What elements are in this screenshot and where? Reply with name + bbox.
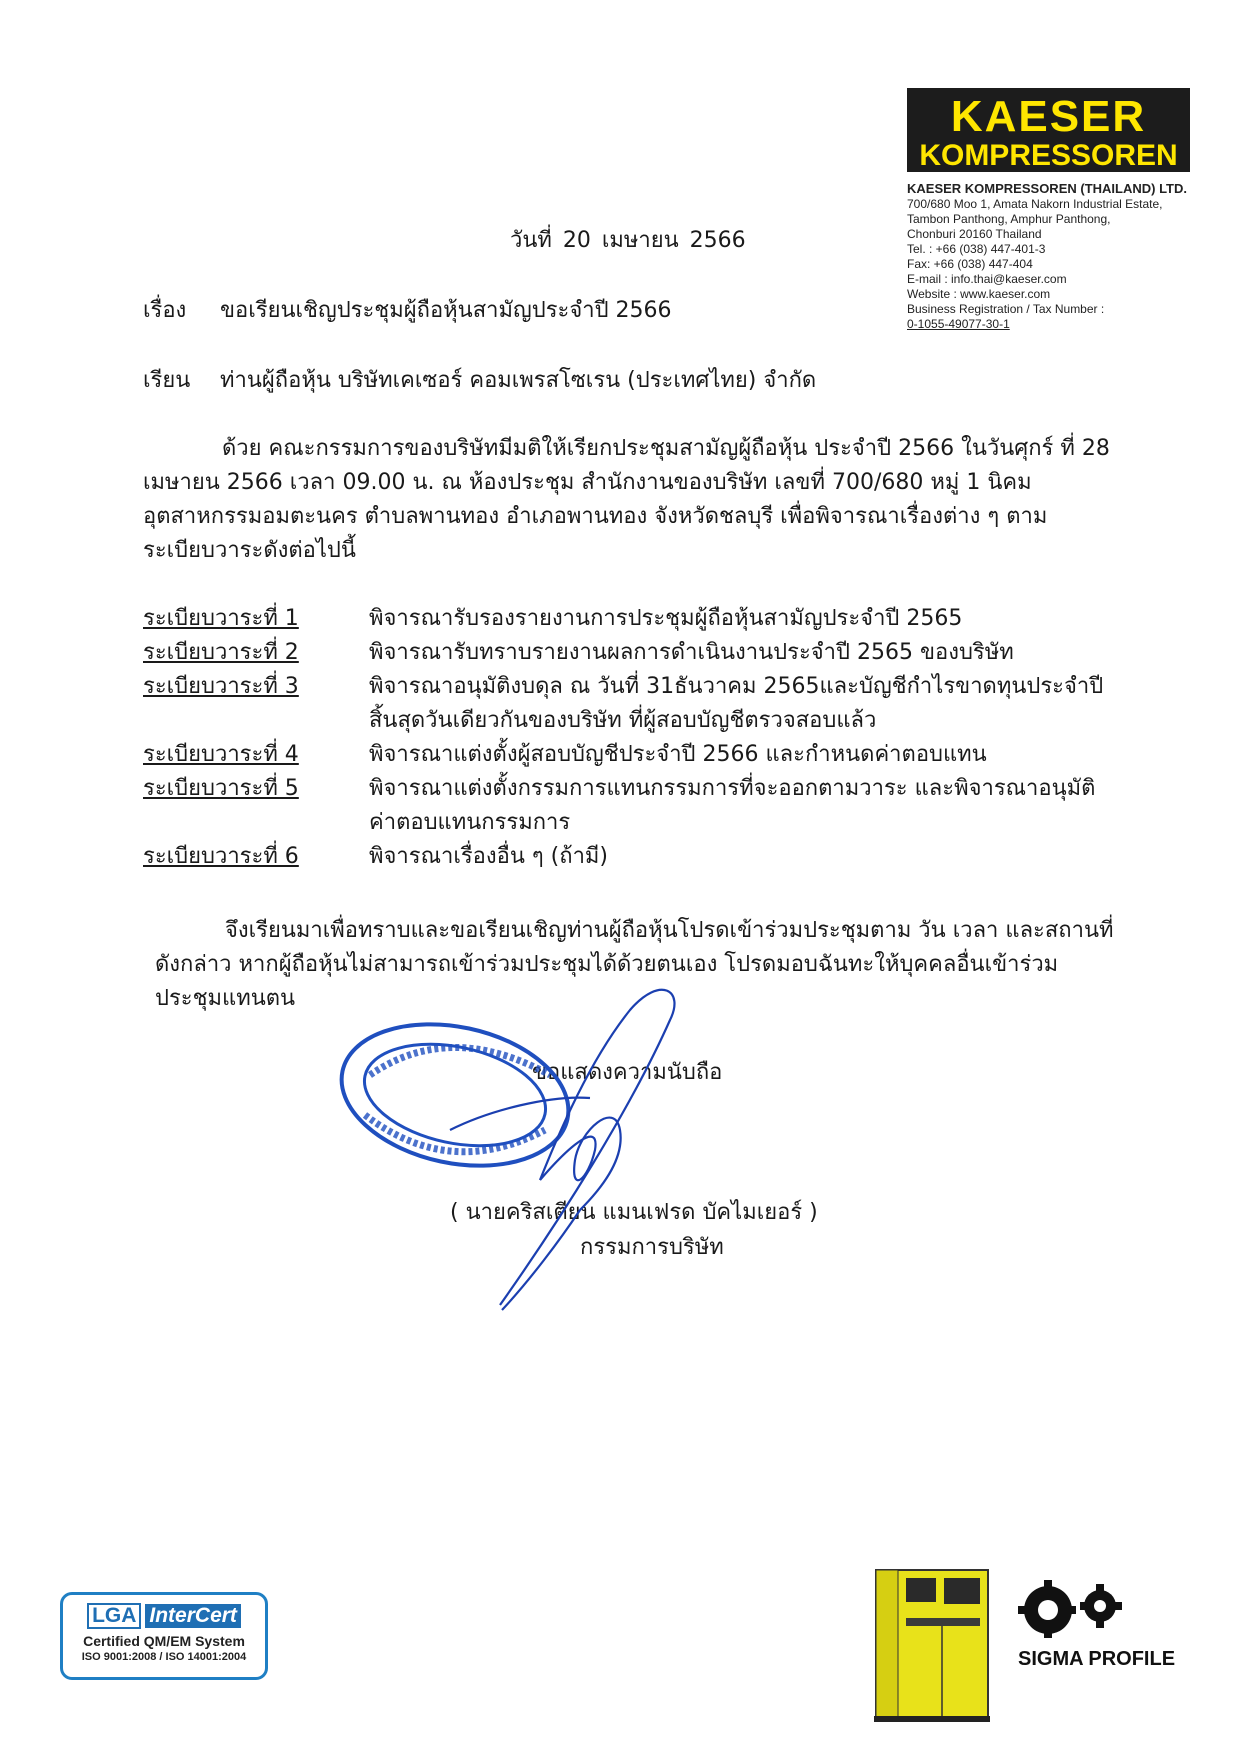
logo-subtitle: KOMPRESSOREN (919, 139, 1178, 172)
closing-salutation: ขอแสดงความนับถือ (532, 1060, 723, 1085)
agenda-item (143, 738, 1118, 772)
subject-text: ขอเรียนเชิญประชุมผู้ถือหุ้นสามัญประจำปี 2566 (220, 298, 672, 323)
agenda-item (143, 636, 1118, 670)
logo-wordmark: KAESER (950, 92, 1147, 141)
agenda-text: พิจารณาอนุมัติงบดุล ณ วันที่ 31ธันวาคม 2565และบัญชีกำไรขาดทุนประจำปี สิ้นสุดวันเดียวกันของบริษัท ที่ผู้สอบบัญชีตรวจสอบแล้ว (369, 674, 1104, 733)
kaeser-logo (907, 88, 1190, 172)
company-stamp (330, 980, 750, 1340)
tax-label: Business Registration / Tax Number : (907, 302, 1105, 316)
subject-label: เรื่อง (143, 298, 187, 323)
agenda-text: พิจารณาแต่งตั้งผู้สอบบัญชีประจำปี 2566 และกำหนดค่าตอบแทน (369, 742, 987, 767)
intro-paragraph: ด้วย คณะกรรมการของบริษัทมีมติให้เรียกประชุมสามัญผู้ถือหุ้น ประจำปี 2566 ในวันศุกร์ ที่ 28 เมษายน 2566 เวลา 09.00 น. ณ ห้องประชุม สำนักงานของบริษัท เลขที่ 700/680 หมู่ 1 นิคมอุตสาหกรรมอมตะนคร ตำบลพานทอง อำเภอพานทอง จังหวัดชลบุรี เพื่อพิจารณาเรื่องต่าง ๆ ตามระเบียบวาระดังต่อไปนี้ (143, 436, 1110, 563)
cert-title: Certified QM/EM System (83, 1633, 245, 1649)
signer-title: กรรมการบริษัท (580, 1235, 724, 1260)
agenda-item (143, 772, 1118, 840)
agenda-label: ระเบียบวาระที่ 1 (143, 606, 299, 631)
agenda-text: พิจารณาเรื่องอื่น ๆ (ถ้ามี) (369, 844, 609, 869)
website-line: Website : www.kaeser.com (907, 287, 1051, 301)
sigma-profile-label: SIGMA PROFILE (1018, 1648, 1176, 1670)
agenda-item (143, 602, 1118, 636)
compressor-product-image (870, 1562, 994, 1722)
agenda-text: พิจารณารับรองรายงานการประชุมผู้ถือหุ้นสามัญประจำปี 2565 (369, 606, 963, 631)
agenda-label: ระเบียบวาระที่ 3 (143, 674, 299, 699)
recipient-label: เรียน (143, 368, 191, 393)
signer-name: ( นายคริสเตียน แมนเฟรด บัคไมเยอร์ ) (450, 1200, 818, 1225)
address-line: 700/680 Moo 1, Amata Nakorn Industrial Estate, (907, 197, 1163, 211)
agenda-list (143, 602, 1118, 874)
company-address-block (907, 181, 1207, 332)
address-line: Tambon Panthong, Amphur Panthong, (907, 212, 1111, 226)
company-name: KAESER KOMPRESSOREN (THAILAND) LTD. (907, 181, 1187, 196)
tax-number: 0-1055-49077-30-1 (907, 317, 1010, 331)
email-line: E-mail : info.thai@kaeser.com (907, 272, 1067, 286)
agenda-label: ระเบียบวาระที่ 5 (143, 776, 299, 801)
fax-line: Fax: +66 (038) 447-404 (907, 257, 1033, 271)
certification-badge (60, 1592, 268, 1680)
agenda-text: พิจารณาแต่งตั้งกรรมการแทนกรรมการที่จะออกตามวาระ และพิจารณาอนุมัติค่าตอบแทนกรรมการ (369, 776, 1096, 835)
intercert-logo: InterCert (145, 1604, 241, 1628)
closing-paragraph: จึงเรียนมาเพื่อทราบและขอเรียนเชิญท่านผู้ถือหุ้นโปรดเข้าร่วมประชุมตาม วัน เวลา และสถานที่ดังกล่าว หากผู้ถือหุ้นไม่สามารถเข้าร่วมประชุมได้ด้วยตนเอง โปรดมอบฉันทะให้บุคคลอื่นเข้าร่วมประชุมแทนตน (155, 918, 1114, 1011)
agenda-label: ระเบียบวาระที่ 2 (143, 640, 299, 665)
letter-date: วันที่ 20 เมษายน 2566 (510, 228, 746, 253)
phone-line: Tel. : +66 (038) 447-401-3 (907, 242, 1046, 256)
agenda-item (143, 840, 1118, 874)
sigma-profile-icon (1014, 1578, 1126, 1638)
cert-standards: ISO 9001:2008 / ISO 14001:2004 (81, 1651, 247, 1663)
lga-logo: LGA (87, 1603, 141, 1629)
agenda-text: พิจารณารับทราบรายงานผลการดำเนินงานประจำปี 2565 ของบริษัท (369, 640, 1014, 665)
recipient-text: ท่านผู้ถือหุ้น บริษัทเคเซอร์ คอมเพรสโซเรน (ประเทศไทย) จำกัด (220, 368, 817, 393)
agenda-label: ระเบียบวาระที่ 6 (143, 844, 299, 869)
address-line: Chonburi 20160 Thailand (907, 227, 1042, 241)
agenda-label: ระเบียบวาระที่ 4 (143, 742, 299, 767)
agenda-item (143, 670, 1118, 738)
cert-logo (63, 1603, 265, 1629)
